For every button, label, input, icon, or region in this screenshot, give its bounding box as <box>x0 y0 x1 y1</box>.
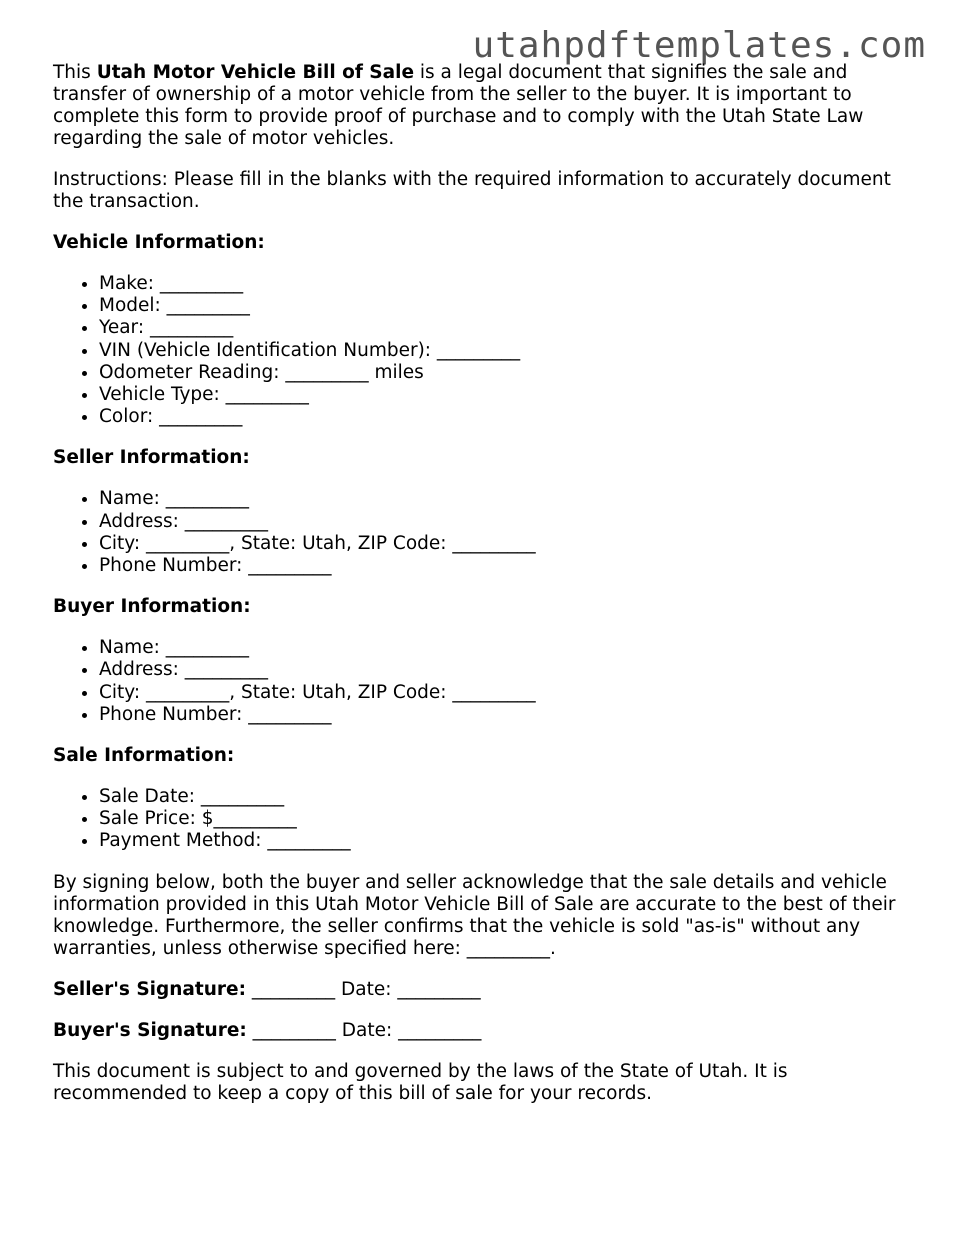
vehicle-info-heading: Vehicle Information: <box>53 232 265 253</box>
buyer-signature-line[interactable] <box>53 1020 913 1042</box>
buyer-signature-blanks[interactable]: _________ Date: _________ <box>246 1019 482 1041</box>
acknowledgement-paragraph: By signing below, both the buyer and seller acknowledge that the sale details and vehicle information provided in this Utah Motor Vehicle Bill of Sale are accurate to the best of their knowledge. Furthermore, the seller confirms that the vehicle is sold "as-is" without any warranties, unless otherwise specified here: _________. <box>53 871 896 959</box>
seller-signature-label: Seller's Signature: <box>53 978 246 1000</box>
buyer-name-field[interactable]: • Name: _________ <box>99 637 913 659</box>
buyer-city-state-zip-field[interactable]: • City: _________, State: Utah, ZIP Code: _________ <box>99 682 913 704</box>
sale-date-field[interactable]: • Sale Date: _________ <box>99 786 913 808</box>
footer-paragraph: This document is subject to and governed by the laws of the State of Utah. It is recommended to keep a copy of this bill of sale for your records. <box>53 1060 788 1104</box>
vehicle-vin-field[interactable]: • VIN (Vehicle Identification Number): _________ <box>99 340 913 362</box>
vehicle-year-field[interactable]: • Year: _________ <box>99 317 913 339</box>
seller-address-field[interactable]: • Address: _________ <box>99 511 913 533</box>
intro-prefix: This <box>53 62 97 83</box>
vehicle-color-field[interactable]: • Color: _________ <box>99 406 913 428</box>
buyer-signature-label: Buyer's Signature: <box>53 1019 247 1041</box>
seller-info-list <box>53 488 913 577</box>
document-title: Utah Motor Vehicle Bill of Sale <box>96 62 415 83</box>
seller-signature-line[interactable] <box>53 979 913 1001</box>
instructions-paragraph: Instructions: Please fill in the blanks with the required information to accurately document the transaction. <box>53 169 891 212</box>
vehicle-model-field[interactable]: • Model: _________ <box>99 295 913 317</box>
seller-signature-blanks[interactable]: _________ Date: _________ <box>246 978 481 1000</box>
buyer-info-list <box>53 637 913 726</box>
sale-info-heading: Sale Information: <box>53 745 235 767</box>
buyer-phone-field[interactable]: • Phone Number: _________ <box>99 704 913 726</box>
vehicle-info-list <box>53 273 913 428</box>
buyer-address-field[interactable]: • Address: _________ <box>99 659 913 681</box>
seller-name-field[interactable]: • Name: _________ <box>99 488 913 510</box>
vehicle-type-field[interactable]: • Vehicle Type: _________ <box>99 384 913 406</box>
sale-info-list <box>53 786 913 853</box>
seller-info-heading: Seller Information: <box>53 447 250 469</box>
intro-paragraph <box>53 62 913 150</box>
buyer-info-heading: Buyer Information: <box>53 596 251 618</box>
seller-city-state-zip-field[interactable]: • City: _________, State: Utah, ZIP Code: _________ <box>99 533 913 555</box>
seller-phone-field[interactable]: • Phone Number: _________ <box>99 555 913 577</box>
watermark: utahpdftemplates.com <box>472 25 926 66</box>
intro-suffix: is a legal document that signifies the sale and transfer of ownership of a motor vehicle from the seller to the buyer. It is important to complete this form to provide proof of purchase and to comply with the Utah State Law regarding the sale of motor vehicles. <box>53 62 864 149</box>
vehicle-odometer-field[interactable]: • Odometer Reading: _________ miles <box>99 362 913 384</box>
vehicle-make-field[interactable]: • Make: _________ <box>99 273 913 295</box>
payment-method-field[interactable]: • Payment Method: _________ <box>99 830 913 852</box>
sale-price-field[interactable]: • Sale Price: $_________ <box>99 808 913 830</box>
document-body <box>53 62 913 1124</box>
